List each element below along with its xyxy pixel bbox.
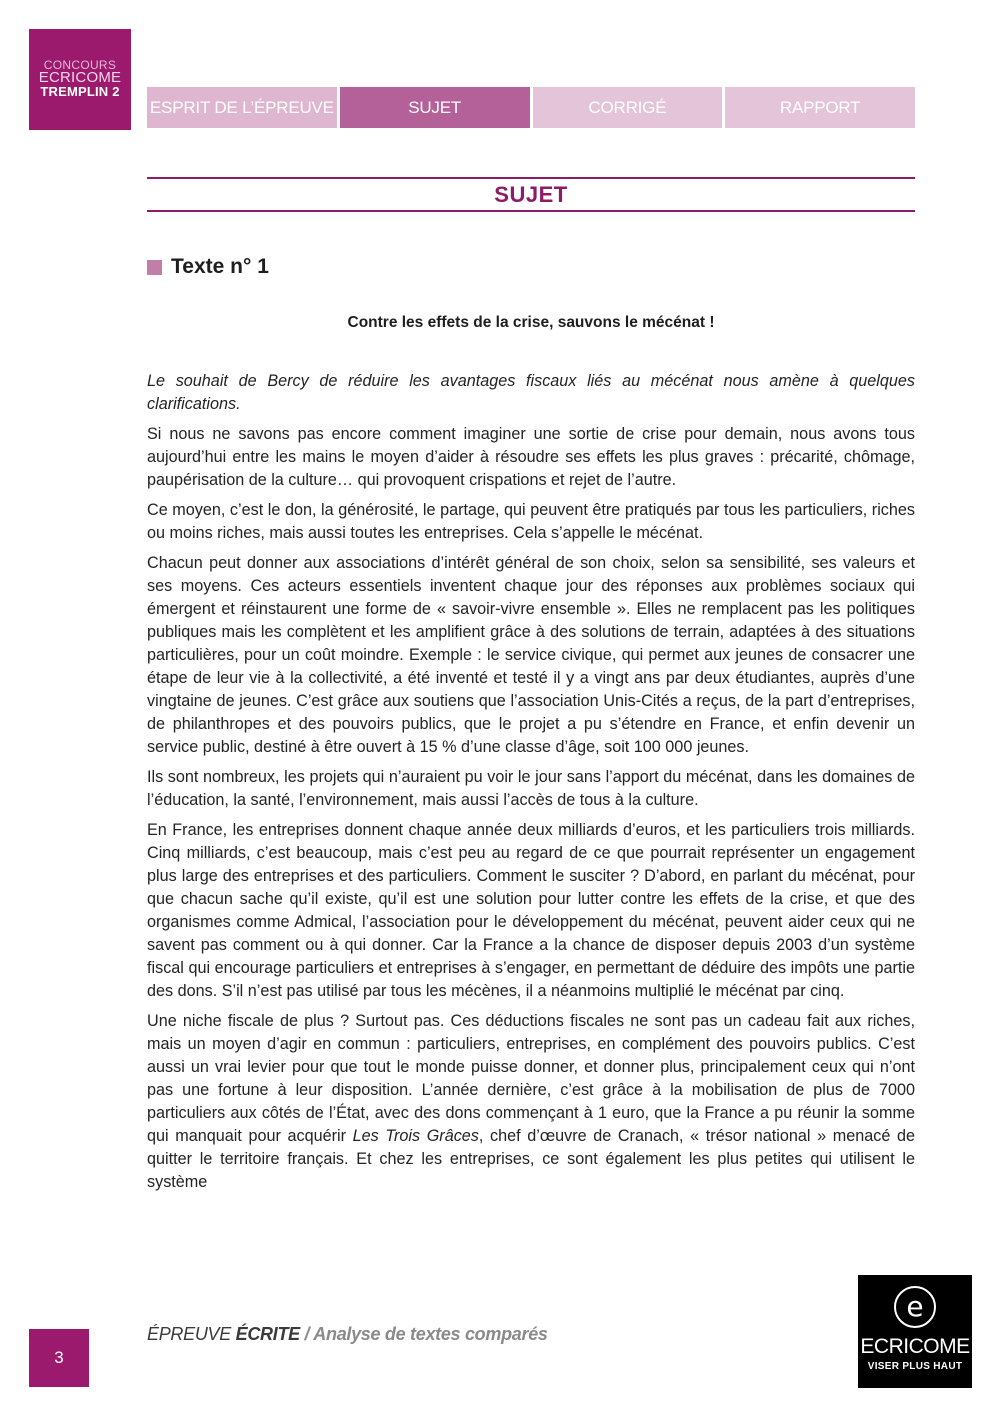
section-tabs [147,87,915,128]
last-paragraph-text-start: Une niche fiscale de plus ? Surtout pas. Ces déductions fiscales ne sont pas un cadeau fait aux riches, mais un moyen d’agir en commun : particuliers, entreprises, en complément des pouvoirs publics. C’est aussi un vrai levier pour que tout le monde puisse donner, et donner plus, principalement ceux qui n’ont pas une fortune à leur disposition. L’année dernière, c’est grâce à la mobilisation de plus de 7000 particuliers aux côtés de l’État, avec des dons commençant à 1 euro, que la France a pu réunir la somme qui manquait pour acquérir [147,1012,915,1145]
ecricome-brand-logo [858,1275,972,1388]
last-paragraph [147,1010,915,1194]
paragraph: Si nous ne savons pas encore comment imaginer une sortie de crise pour demain, nous avons tous aujourd’hui entre les mains le moyen d’aider à résoudre ses effets les plus graves : précarité, chômage, paupérisation de la culture… qui provoquent crispations et rejet de l’autre. [147,425,915,489]
footer-analyse: / Analyse de textes comparés [299,1324,548,1344]
footer-ecrite: ÉCRITE [235,1324,300,1344]
logo-line-tremplin: TREMPLIN 2 [40,84,120,99]
article-title: Contre les effets de la crise, sauvons le mécénat ! [347,314,715,331]
tab-corrige[interactable]: CORRIGÉ [533,87,723,128]
tab-sujet[interactable]: SUJET [340,87,530,128]
ecricome-e-icon: e [894,1286,936,1328]
footer-epreuve: ÉPREUVE [147,1324,236,1344]
section-title-bar [147,177,915,212]
artwork-title: Les Trois Grâces [352,1127,479,1145]
logo-line-ecricome: ECRICOME [38,69,122,86]
paragraph: Ce moyen, c’est le don, la générosité, le partage, qui peuvent être pratiqués par tous les particuliers, riches ou moins riches, mais aussi toutes les entreprises. Cela s’appelle le mécénat. [147,501,915,542]
paragraph: En France, les entreprises donnent chaque année deux milliards d’euros, et les particuliers trois milliards. Cinq milliards, c’est beaucoup, mais c’est peu au regard de ce que pourrait représenter un engagement plus large des entreprises et des particuliers. Comment le susciter ? D’abord, en parlant du mécénat, pour que chacun sache qu’il existe, qu’il est une solution pour lutter contre les effets de la crise, et que des organismes comme Admical, l’association pour le développement du mécénat, peuvent aider ceux qui ne savent pas comment ou à qui donner. Car la France a la chance de disposer depuis 2003 d’un système fiscal qui encourage particuliers et entreprises à s’engager, en permettant de déduire des impôts une partie des dons. S’il n’est pas utilisé par tous les mécènes, il a néanmoins multiplié le mécénat par cinq. [147,821,915,1000]
footer-caption [147,1324,548,1345]
paragraph: Ils sont nombreux, les projets qui n’auraient pu voir le jour sans l’apport du mécénat, dans les domaines de l’éducation, la santé, l’environnement, mais aussi l’accès de tous à la culture. [147,768,915,809]
text-heading [147,255,269,279]
paragraph: Chacun peut donner aux associations d’intérêt général de son choix, selon sa sensibilité, ses valeurs et ses moyens. Ces acteurs essentiels inventent chaque jour des réponses aux problèmes sociaux qui émergent et réinstaurent une forme de « savoir-vivre ensemble ». Elles ne remplacent pas les politiques publiques mais les complètent et les amplifient grâce à des solutions de terrain, adaptées à des situations particulières, pour un coût moindre. Exemple : le service civique, qui permet aux jeunes de consacrer une étape de leur vie à la collectivité, a été inventé et testé il y a vingt ans par deux étudiantes, auprès d’une vingtaine de jeunes. C’est grâce aux soutiens que l’association Unis-Cités a reçus, de la part d’entreprises, de philanthropes et des pouvoirs publics, que le projet a pu s’étendre en France, et enfin devenir un service public, destiné à être ouvert à 15 % d’une classe d’âge, soit 100 000 jeunes. [147,554,915,756]
tab-rapport[interactable]: RAPPORT [725,87,915,128]
article-body [147,370,915,1250]
tab-esprit-de-l-epreuve[interactable]: ESPRIT DE L’ÉPREUVE [147,87,337,128]
bullet-square-icon [147,260,162,275]
intro-paragraph: Le souhait de Bercy de réduire les avantages fiscaux liés au mécénat nous amène à quelques clarifications. [147,372,915,413]
logo-line-concours: CONCOURS [43,58,117,72]
concours-logo [29,29,131,130]
brand-slogan: VISER PLUS HAUT [867,1361,963,1372]
brand-name: ECRICOME [860,1335,970,1358]
section-title: SUJET [494,181,568,207]
text-heading-label: Texte n° 1 [171,255,269,278]
page-number: 3 [29,1329,89,1387]
last-paragraph-text-end: , chef d’œuvre de Cranach, « trésor national » menacé de quitter le territoire français. Et chez les entreprises, ce sont également les plus petites qui utilisent le système [147,1127,915,1191]
